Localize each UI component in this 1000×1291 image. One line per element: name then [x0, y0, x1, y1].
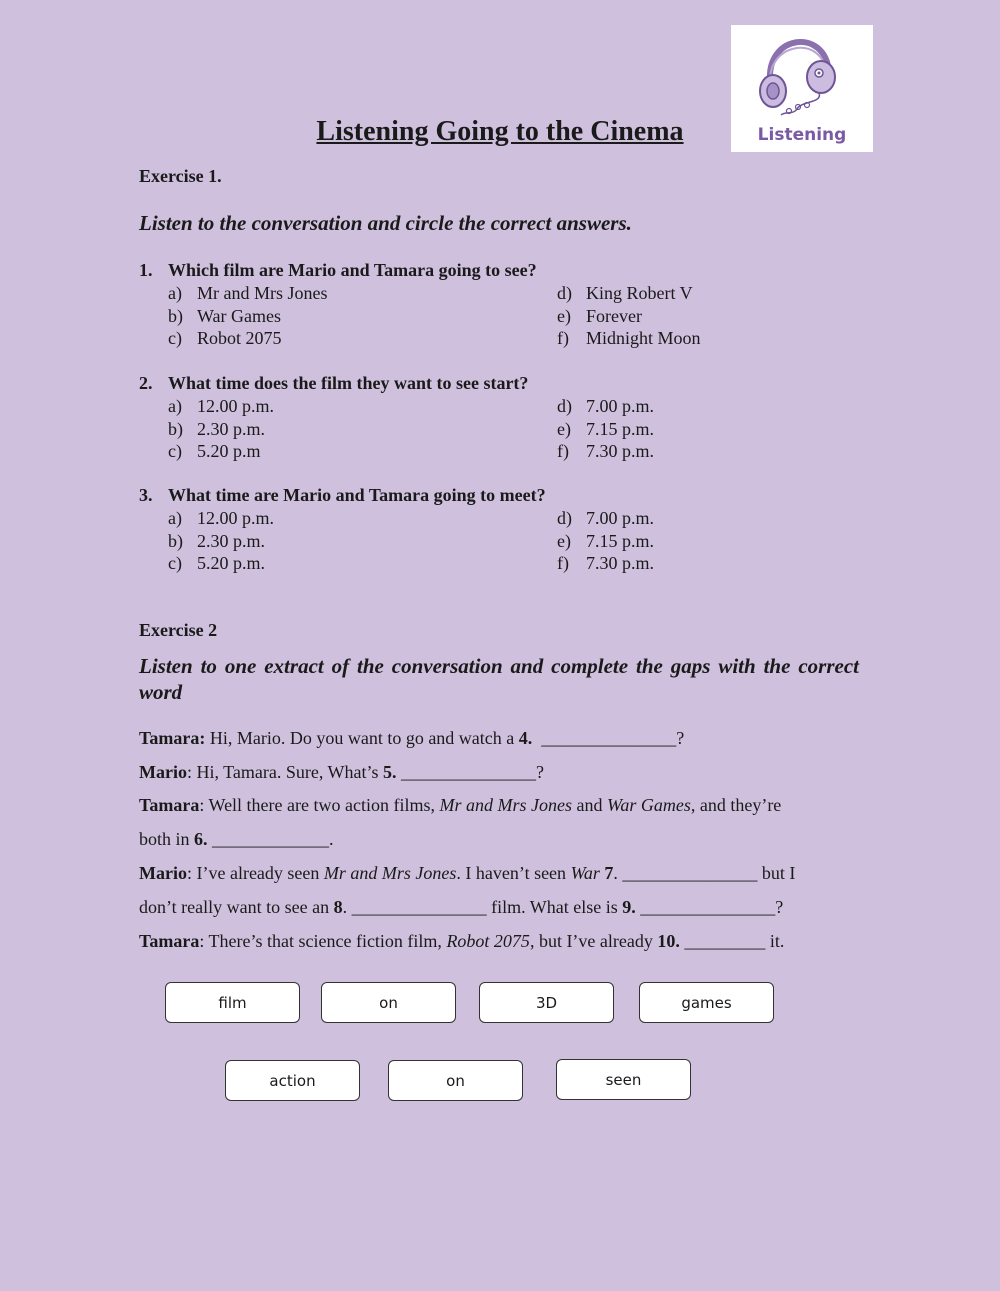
dialogue-segment: 6. [194, 829, 208, 849]
dialogue-segment: 7 [604, 863, 614, 883]
word-chip-on[interactable]: on [321, 982, 456, 1023]
dialogue-line [139, 795, 781, 816]
dialogue-segment: Mr and Mrs Jones [323, 863, 457, 883]
answer-option[interactable] [557, 441, 654, 462]
option-letter: a) [168, 508, 182, 528]
word-chip-action[interactable]: action [225, 1060, 360, 1101]
word-chip-on[interactable]: on [388, 1060, 523, 1101]
dialogue-segment: 10. [657, 931, 680, 951]
gap-blank[interactable]: . _______________ but I [613, 863, 796, 883]
dialogue-segment: : Well there are two action films, [199, 795, 440, 815]
dialogue-segment: 5. [383, 762, 397, 782]
dialogue-segment: , and they’re [690, 795, 782, 815]
dialogue-line [139, 863, 795, 884]
question-3 [139, 485, 546, 506]
exercise-2-heading: Exercise 2 [139, 620, 218, 640]
option-letter: d) [557, 508, 572, 528]
option-text: Midnight Moon [586, 328, 701, 348]
gap-blank[interactable]: _________ it. [679, 931, 785, 951]
word-chip-seen[interactable]: seen [556, 1059, 691, 1100]
gap-blank[interactable]: _______________? [396, 762, 545, 782]
dialogue-segment: , but I’ve already [529, 931, 658, 951]
option-letter: a) [168, 283, 182, 303]
question-1 [139, 260, 537, 281]
word-chip-3d[interactable]: 3D [479, 982, 614, 1023]
option-letter: f) [557, 441, 569, 461]
option-letter: c) [168, 441, 182, 461]
question-text: Which film are Mario and Tamara going to see? [168, 260, 537, 280]
gap-blank[interactable]: _____________. [207, 829, 334, 849]
dialogue-segment: War Games [607, 795, 691, 815]
page-title: Listening Going to the Cinema [316, 116, 684, 147]
headphones-icon [731, 25, 873, 130]
option-text: War Games [197, 305, 282, 326]
dialogue-segment: Mario [139, 762, 187, 782]
option-text: 7.00 p.m. [586, 396, 655, 416]
option-letter: a) [168, 396, 182, 416]
dialogue-segment: . I haven’t seen [456, 863, 571, 883]
option-letter: f) [557, 328, 569, 348]
answer-option[interactable] [168, 441, 261, 462]
option-text: King Robert V [586, 283, 693, 303]
answer-option[interactable] [557, 328, 701, 349]
word-chip-games[interactable]: games [639, 982, 774, 1023]
word-chip-film[interactable]: film [165, 982, 300, 1023]
question-number: 3. [139, 485, 153, 505]
answer-option[interactable] [557, 419, 654, 440]
answer-option[interactable] [168, 328, 282, 349]
option-letter: d) [557, 396, 572, 416]
answer-option[interactable] [557, 531, 654, 552]
option-text: 7.15 p.m. [586, 418, 655, 439]
dialogue-segment: 8 [333, 897, 343, 917]
question-number: 2. [139, 373, 153, 393]
question-2 [139, 373, 528, 394]
answer-option[interactable] [168, 531, 265, 552]
option-text: 5.20 p.m. [197, 553, 266, 573]
answer-option[interactable] [557, 283, 693, 304]
dialogue-segment: Tamara [139, 931, 200, 951]
dialogue-line [139, 728, 684, 749]
dialogue-segment: 4. [518, 728, 533, 748]
dialogue-segment: War [570, 863, 600, 883]
dialogue-segment: Robot 2075 [446, 931, 530, 951]
option-letter: b) [168, 418, 183, 439]
exercise-1-heading: Exercise 1. [139, 166, 222, 186]
option-letter: e) [557, 418, 571, 439]
dialogue-segment: Tamara: [139, 728, 206, 748]
dialogue-line [139, 931, 784, 952]
option-letter: f) [557, 553, 569, 573]
option-letter: d) [557, 283, 572, 303]
answer-option[interactable] [168, 419, 265, 440]
option-letter: c) [168, 553, 182, 573]
option-text: 7.30 p.m. [586, 441, 655, 461]
answer-option[interactable] [168, 396, 274, 417]
option-text: Forever [586, 305, 642, 326]
option-letter: b) [168, 530, 183, 551]
option-letter: b) [168, 305, 183, 326]
gap-blank[interactable]: . _______________ film. What else is [342, 897, 623, 917]
logo-label: Listening [757, 125, 847, 145]
dialogue-segment: don’t really want to see an [139, 897, 334, 917]
answer-option[interactable] [557, 306, 642, 327]
dialogue-segment: : I’ve already seen [186, 863, 324, 883]
option-letter: e) [557, 530, 571, 551]
dialogue-segment: 9. [622, 897, 636, 917]
answer-option[interactable] [557, 553, 654, 574]
dialogue-segment: Mr and Mrs Jones [439, 795, 572, 815]
option-text: 2.30 p.m. [197, 418, 266, 439]
option-letter: e) [557, 305, 571, 326]
option-text: Robot 2075 [197, 328, 282, 348]
dialogue-line [139, 829, 334, 850]
option-text: 7.00 p.m. [586, 508, 655, 528]
exercise-1-instruction: Listen to the conversation and circle the correct answers. [139, 211, 632, 235]
exercise-2-instruction: Listen to one extract of the conversation and complete the gaps with the correct word [139, 654, 859, 704]
gap-blank[interactable]: _______________? [532, 728, 685, 748]
dialogue-line [139, 897, 783, 918]
dialogue-segment: Tamara [139, 795, 200, 815]
answer-option[interactable] [557, 396, 654, 417]
answer-option[interactable] [168, 508, 274, 529]
dialogue-line [139, 762, 544, 783]
dialogue-segment: both in [139, 829, 195, 849]
option-text: 12.00 p.m. [197, 508, 275, 528]
answer-option[interactable] [168, 283, 328, 304]
question-text: What time are Mario and Tamara going to meet? [168, 485, 546, 505]
option-text: 5.20 p.m [197, 441, 261, 461]
dialogue-segment: Hi, Mario. Do you want to go and watch a [205, 728, 519, 748]
option-text: 12.00 p.m. [197, 396, 275, 416]
option-text: 7.15 p.m. [586, 530, 655, 551]
question-text: What time does the film they want to see start? [168, 373, 529, 393]
option-text: 7.30 p.m. [586, 553, 655, 573]
answer-option[interactable] [168, 306, 281, 327]
dialogue-segment: and [572, 795, 607, 815]
option-letter: c) [168, 328, 182, 348]
option-text: Mr and Mrs Jones [197, 283, 328, 303]
answer-option[interactable] [557, 508, 654, 529]
gap-blank[interactable]: _______________? [635, 897, 784, 917]
answer-option[interactable] [168, 553, 265, 574]
dialogue-segment: : There’s that science fiction film, [199, 931, 447, 951]
dialogue-segment: Mario [139, 863, 187, 883]
question-number: 1. [139, 260, 153, 280]
dialogue-segment: : Hi, Tamara. Sure, What’s [186, 762, 384, 782]
option-text: 2.30 p.m. [197, 530, 266, 551]
